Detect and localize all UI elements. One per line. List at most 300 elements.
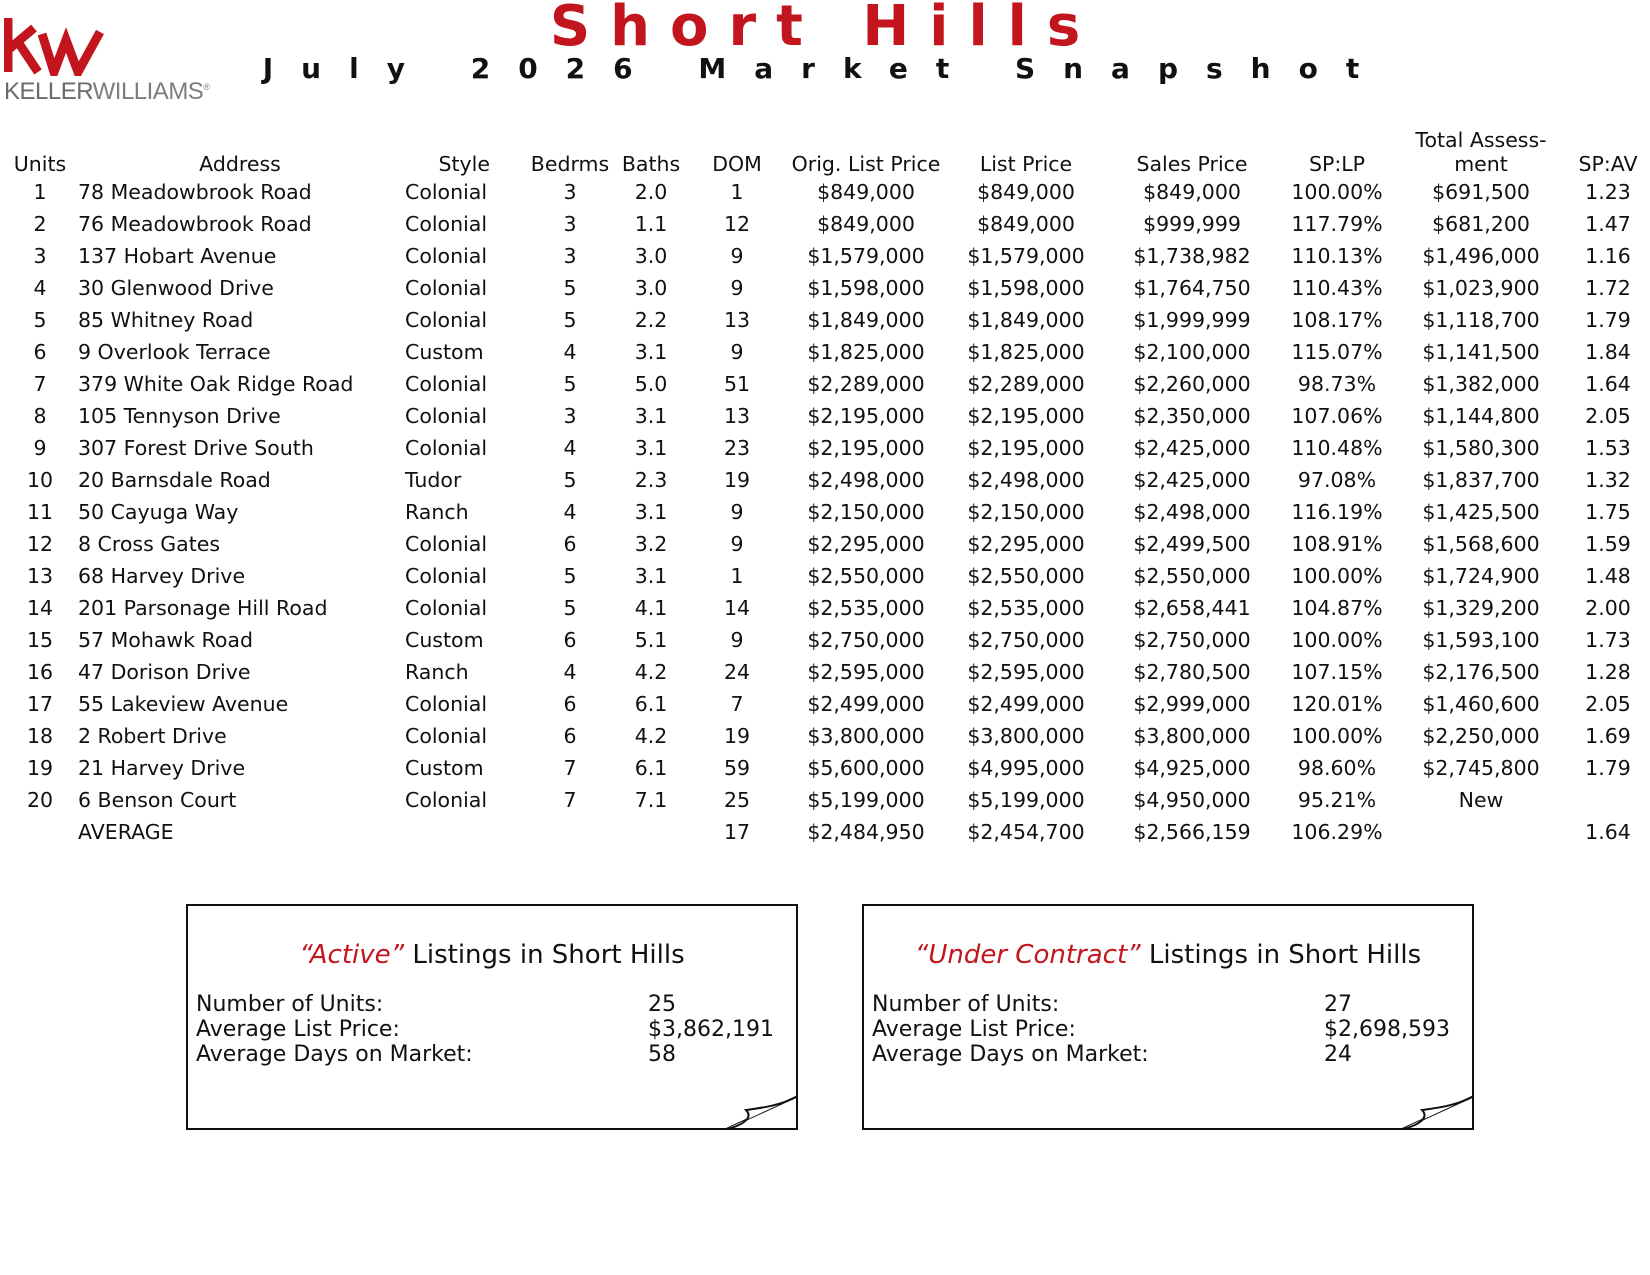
contract-price-label: Average List Price: xyxy=(872,1017,1076,1042)
cell-units: 15 xyxy=(26,628,54,652)
cell-orig-list-price: $2,750,000 xyxy=(807,628,925,652)
cell-units: 5 xyxy=(33,308,47,332)
cell-sales-price: $1,764,750 xyxy=(1133,276,1251,300)
header-list-price: List Price xyxy=(979,152,1073,176)
cell-sp-lp: 120.01% xyxy=(1291,692,1383,716)
cell-style: Colonial xyxy=(405,564,488,588)
active-box-title: “Active” Listings in Short Hills xyxy=(299,940,685,970)
cell-dom: 12 xyxy=(723,212,751,236)
cell-total-assessment: $1,329,200 xyxy=(1422,596,1540,620)
logo-wordmark: KELLERWILLIAMS® xyxy=(4,78,210,105)
contract-dom-label: Average Days on Market: xyxy=(872,1042,1149,1067)
cell-orig-list-price: $2,535,000 xyxy=(807,596,925,620)
cell-dom: 24 xyxy=(723,660,751,684)
cell-address: 85 Whitney Road xyxy=(78,308,254,332)
cell-sales-price: $2,100,000 xyxy=(1133,340,1251,364)
cell-dom: 19 xyxy=(723,468,751,492)
cell-orig-list-price: $2,498,000 xyxy=(807,468,925,492)
cell-units: 17 xyxy=(26,692,54,716)
cell-sales-price: $999,999 xyxy=(1143,212,1241,236)
table-row xyxy=(0,688,1650,720)
cell-sp-av: 1.59 xyxy=(1585,532,1631,556)
table-row xyxy=(0,720,1650,752)
header-orig-list-price: Orig. List Price xyxy=(791,152,941,176)
cell-total-assessment: $691,500 xyxy=(1432,180,1530,204)
cell-baths: 6.1 xyxy=(634,756,668,780)
cell-units: 20 xyxy=(26,788,54,812)
table-header-row xyxy=(0,124,1650,176)
cell-total-assessment: $1,382,000 xyxy=(1422,372,1540,396)
cell-sp-lp: 95.21% xyxy=(1297,788,1377,812)
cell-sp-lp: 100.00% xyxy=(1291,564,1383,588)
header-style: Style xyxy=(438,152,490,176)
cell-dom: 9 xyxy=(730,500,744,524)
cell-dom: 13 xyxy=(723,404,751,428)
cell-bedrooms: 6 xyxy=(563,724,577,748)
cell-sales-price: $1,999,999 xyxy=(1133,308,1251,332)
table-row xyxy=(0,528,1650,560)
cell-address: 379 White Oak Ridge Road xyxy=(78,372,354,396)
cell-total-assessment: $1,118,700 xyxy=(1422,308,1540,332)
cell-sp-av: 1.32 xyxy=(1585,468,1631,492)
cell-list-price: $2,498,000 xyxy=(967,468,1085,492)
cell-bedrooms: 6 xyxy=(563,692,577,716)
page-curl-icon xyxy=(718,1096,798,1130)
cell-dom: 17 xyxy=(723,820,751,844)
cell-style: Colonial xyxy=(405,244,488,268)
cell-baths: 3.1 xyxy=(634,404,668,428)
cell-sp-lp: 104.87% xyxy=(1291,596,1383,620)
cell-orig-list-price: $2,289,000 xyxy=(807,372,925,396)
cell-bedrooms: 3 xyxy=(563,244,577,268)
cell-list-price: $1,849,000 xyxy=(967,308,1085,332)
cell-sp-av: 1.72 xyxy=(1585,276,1631,300)
cell-list-price: $2,535,000 xyxy=(967,596,1085,620)
header-sales-price: Sales Price xyxy=(1136,152,1248,176)
cell-baths: 3.1 xyxy=(634,340,668,364)
cell-baths: 2.3 xyxy=(634,468,668,492)
cell-total-assessment: $1,568,600 xyxy=(1422,532,1540,556)
cell-list-price: $2,295,000 xyxy=(967,532,1085,556)
cell-style: Colonial xyxy=(405,404,488,428)
cell-sp-lp: 117.79% xyxy=(1291,212,1383,236)
cell-units: 16 xyxy=(26,660,54,684)
cell-address: 47 Dorison Drive xyxy=(78,660,251,684)
cell-style: Colonial xyxy=(405,532,488,556)
cell-bedrooms: 4 xyxy=(563,660,577,684)
cell-address: 20 Barnsdale Road xyxy=(78,468,271,492)
cell-address: 137 Hobart Avenue xyxy=(78,244,277,268)
table-row xyxy=(0,464,1650,496)
cell-dom: 25 xyxy=(723,788,751,812)
cell-orig-list-price: $1,849,000 xyxy=(807,308,925,332)
contract-units-value: 27 xyxy=(1324,992,1352,1017)
active-price-label: Average List Price: xyxy=(196,1017,400,1042)
cell-list-price: $3,800,000 xyxy=(967,724,1085,748)
cell-orig-list-price: $2,595,000 xyxy=(807,660,925,684)
table-row xyxy=(0,432,1650,464)
cell-address: AVERAGE xyxy=(78,820,174,844)
cell-dom: 9 xyxy=(730,532,744,556)
cell-sp-av: 1.23 xyxy=(1585,180,1631,204)
cell-style: Colonial xyxy=(405,276,488,300)
cell-style: Colonial xyxy=(405,692,488,716)
cell-sales-price: $1,738,982 xyxy=(1133,244,1251,268)
cell-style: Colonial xyxy=(405,788,488,812)
table-row xyxy=(0,176,1650,208)
cell-bedrooms: 5 xyxy=(563,308,577,332)
cell-baths: 7.1 xyxy=(634,788,668,812)
cell-style: Colonial xyxy=(405,724,488,748)
cell-list-price: $1,825,000 xyxy=(967,340,1085,364)
cell-orig-list-price: $849,000 xyxy=(817,180,915,204)
cell-baths: 3.1 xyxy=(634,564,668,588)
cell-dom: 9 xyxy=(730,244,744,268)
cell-total-assessment: $1,425,500 xyxy=(1422,500,1540,524)
cell-bedrooms: 5 xyxy=(563,564,577,588)
header-units: Units xyxy=(13,152,67,176)
cell-units: 6 xyxy=(33,340,47,364)
cell-sp-lp: 98.60% xyxy=(1297,756,1377,780)
page-title: Short Hills xyxy=(549,0,1101,59)
table-row xyxy=(0,560,1650,592)
cell-baths: 2.0 xyxy=(634,180,668,204)
header-sp-lp: SP:LP xyxy=(1308,152,1366,176)
cell-list-price: $2,150,000 xyxy=(967,500,1085,524)
table-row xyxy=(0,336,1650,368)
active-price-value: $3,862,191 xyxy=(648,1017,774,1042)
header-bedrooms: Bedrms xyxy=(530,152,610,176)
contract-units-label: Number of Units: xyxy=(872,992,1060,1017)
cell-total-assessment: $2,745,800 xyxy=(1422,756,1540,780)
cell-sp-lp: 100.00% xyxy=(1291,724,1383,748)
table-row xyxy=(0,784,1650,816)
cell-baths: 3.0 xyxy=(634,276,668,300)
cell-sales-price: $2,658,441 xyxy=(1133,596,1251,620)
cell-total-assessment: $681,200 xyxy=(1432,212,1530,236)
cell-list-price: $2,550,000 xyxy=(967,564,1085,588)
cell-bedrooms: 6 xyxy=(563,532,577,556)
cell-sp-lp: 97.08% xyxy=(1297,468,1377,492)
active-listings-box xyxy=(186,904,798,1130)
header-total-assessment: Total Assess-ment xyxy=(1415,128,1547,176)
cell-baths: 4.2 xyxy=(634,724,668,748)
cell-sp-lp: 110.48% xyxy=(1291,436,1383,460)
cell-baths: 1.1 xyxy=(634,212,668,236)
cell-baths: 3.1 xyxy=(634,500,668,524)
cell-sp-lp: 107.15% xyxy=(1291,660,1383,684)
cell-sales-price: $2,425,000 xyxy=(1133,468,1251,492)
cell-orig-list-price: $1,579,000 xyxy=(807,244,925,268)
cell-units: 18 xyxy=(26,724,54,748)
cell-units: 14 xyxy=(26,596,54,620)
cell-total-assessment: $1,837,700 xyxy=(1422,468,1540,492)
under-contract-box xyxy=(862,904,1474,1130)
cell-sales-price: $2,750,000 xyxy=(1133,628,1251,652)
cell-baths: 3.0 xyxy=(634,244,668,268)
table-row xyxy=(0,368,1650,400)
cell-dom: 9 xyxy=(730,340,744,364)
cell-style: Ranch xyxy=(405,500,469,524)
cell-baths: 5.0 xyxy=(634,372,668,396)
cell-address: 6 Benson Court xyxy=(78,788,237,812)
cell-units: 19 xyxy=(26,756,54,780)
table-row xyxy=(0,592,1650,624)
header-sp-av: SP:AV xyxy=(1578,152,1638,176)
cell-bedrooms: 5 xyxy=(563,372,577,396)
cell-sp-av: 1.69 xyxy=(1585,724,1631,748)
cell-sales-price: $2,498,000 xyxy=(1133,500,1251,524)
cell-bedrooms: 4 xyxy=(563,500,577,524)
cell-dom: 1 xyxy=(730,564,744,588)
cell-orig-list-price: $1,598,000 xyxy=(807,276,925,300)
cell-orig-list-price: $2,295,000 xyxy=(807,532,925,556)
cell-address: 201 Parsonage Hill Road xyxy=(78,596,328,620)
cell-total-assessment: $1,593,100 xyxy=(1422,628,1540,652)
cell-total-assessment: $1,141,500 xyxy=(1422,340,1540,364)
cell-units: 13 xyxy=(26,564,54,588)
cell-list-price: $2,750,000 xyxy=(967,628,1085,652)
table-row xyxy=(0,656,1650,688)
cell-sales-price: $2,566,159 xyxy=(1133,820,1251,844)
cell-bedrooms: 7 xyxy=(563,756,577,780)
cell-sp-lp: 110.43% xyxy=(1291,276,1383,300)
cell-total-assessment: $1,460,600 xyxy=(1422,692,1540,716)
cell-address: 307 Forest Drive South xyxy=(78,436,314,460)
cell-dom: 14 xyxy=(723,596,751,620)
cell-sp-lp: 108.91% xyxy=(1291,532,1383,556)
cell-sp-lp: 100.00% xyxy=(1291,628,1383,652)
cell-sp-lp: 100.00% xyxy=(1291,180,1383,204)
cell-list-price: $849,000 xyxy=(977,212,1075,236)
cell-sp-av: 2.05 xyxy=(1585,692,1631,716)
cell-sales-price: $2,350,000 xyxy=(1133,404,1251,428)
cell-orig-list-price: $3,800,000 xyxy=(807,724,925,748)
page-curl-icon xyxy=(1394,1096,1474,1130)
cell-bedrooms: 4 xyxy=(563,340,577,364)
cell-total-assessment: $1,580,300 xyxy=(1422,436,1540,460)
cell-sp-av: 2.00 xyxy=(1585,596,1631,620)
cell-style: Colonial xyxy=(405,436,488,460)
cell-bedrooms: 5 xyxy=(563,468,577,492)
page-subtitle: July 2026 Market Snapshot xyxy=(262,52,1388,85)
cell-style: Colonial xyxy=(405,372,488,396)
table-row xyxy=(0,400,1650,432)
cell-baths: 4.2 xyxy=(634,660,668,684)
table-row xyxy=(0,272,1650,304)
cell-total-assessment: $1,144,800 xyxy=(1422,404,1540,428)
cell-bedrooms: 3 xyxy=(563,404,577,428)
header-address: Address xyxy=(199,152,281,176)
table-row xyxy=(0,240,1650,272)
cell-bedrooms: 3 xyxy=(563,180,577,204)
cell-sp-lp: 106.29% xyxy=(1291,820,1383,844)
cell-style: Custom xyxy=(405,628,484,652)
cell-sales-price: $849,000 xyxy=(1143,180,1241,204)
cell-bedrooms: 6 xyxy=(563,628,577,652)
header-dom: DOM xyxy=(712,152,762,176)
cell-list-price: $2,499,000 xyxy=(967,692,1085,716)
cell-sales-price: $2,999,000 xyxy=(1133,692,1251,716)
cell-bedrooms: 5 xyxy=(563,596,577,620)
cell-address: 57 Mohawk Road xyxy=(78,628,253,652)
cell-units: 8 xyxy=(33,404,47,428)
cell-dom: 1 xyxy=(730,180,744,204)
cell-baths: 3.2 xyxy=(634,532,668,556)
cell-address: 8 Cross Gates xyxy=(78,532,221,556)
cell-style: Colonial xyxy=(405,212,488,236)
cell-total-assessment: $2,250,000 xyxy=(1422,724,1540,748)
cell-address: 105 Tennyson Drive xyxy=(78,404,281,428)
cell-list-price: $2,454,700 xyxy=(967,820,1085,844)
cell-orig-list-price: $2,195,000 xyxy=(807,404,925,428)
cell-list-price: $2,595,000 xyxy=(967,660,1085,684)
cell-sales-price: $2,425,000 xyxy=(1133,436,1251,460)
contract-price-value: $2,698,593 xyxy=(1324,1017,1450,1042)
cell-total-assessment: $1,023,900 xyxy=(1422,276,1540,300)
cell-sp-lp: 108.17% xyxy=(1291,308,1383,332)
cell-bedrooms: 5 xyxy=(563,276,577,300)
cell-sp-av: 1.47 xyxy=(1585,212,1631,236)
cell-dom: 19 xyxy=(723,724,751,748)
cell-address: 2 Robert Drive xyxy=(78,724,227,748)
cell-list-price: $2,289,000 xyxy=(967,372,1085,396)
table-row xyxy=(0,752,1650,784)
cell-units: 3 xyxy=(33,244,47,268)
cell-sales-price: $3,800,000 xyxy=(1133,724,1251,748)
cell-style: Tudor xyxy=(405,468,462,492)
table-row xyxy=(0,624,1650,656)
cell-sp-av: 1.53 xyxy=(1585,436,1631,460)
cell-dom: 9 xyxy=(730,628,744,652)
cell-list-price: $2,195,000 xyxy=(967,436,1085,460)
cell-list-price: $4,995,000 xyxy=(967,756,1085,780)
cell-units: 10 xyxy=(26,468,54,492)
cell-total-assessment: $2,176,500 xyxy=(1422,660,1540,684)
active-units-value: 25 xyxy=(648,992,676,1017)
cell-list-price: $5,199,000 xyxy=(967,788,1085,812)
cell-address: 76 Meadowbrook Road xyxy=(78,212,312,236)
cell-list-price: $849,000 xyxy=(977,180,1075,204)
cell-orig-list-price: $5,600,000 xyxy=(807,756,925,780)
cell-sales-price: $4,950,000 xyxy=(1133,788,1251,812)
cell-list-price: $2,195,000 xyxy=(967,404,1085,428)
active-dom-label: Average Days on Market: xyxy=(196,1042,473,1067)
contract-dom-value: 24 xyxy=(1324,1042,1352,1067)
cell-units: 9 xyxy=(33,436,47,460)
cell-units: 12 xyxy=(26,532,54,556)
cell-units: 7 xyxy=(33,372,47,396)
cell-sp-lp: 107.06% xyxy=(1291,404,1383,428)
cell-style: Colonial xyxy=(405,180,488,204)
cell-baths: 2.2 xyxy=(634,308,668,332)
cell-sp-lp: 115.07% xyxy=(1291,340,1383,364)
active-dom-value: 58 xyxy=(648,1042,676,1067)
cell-list-price: $1,598,000 xyxy=(967,276,1085,300)
cell-sp-av: 1.16 xyxy=(1585,244,1631,268)
cell-sales-price: $4,925,000 xyxy=(1133,756,1251,780)
contract-box-title: “Under Contract” Listings in Short Hills xyxy=(914,940,1422,970)
cell-sp-av: 1.79 xyxy=(1585,308,1631,332)
cell-style: Colonial xyxy=(405,596,488,620)
cell-sp-lp: 110.13% xyxy=(1291,244,1383,268)
table-row xyxy=(0,208,1650,240)
sales-table xyxy=(0,124,1650,848)
cell-bedrooms: 7 xyxy=(563,788,577,812)
cell-baths: 3.1 xyxy=(634,436,668,460)
cell-sp-av: 1.73 xyxy=(1585,628,1631,652)
cell-address: 21 Harvey Drive xyxy=(78,756,246,780)
cell-baths: 6.1 xyxy=(634,692,668,716)
cell-total-assessment: $1,724,900 xyxy=(1422,564,1540,588)
header-baths: Baths xyxy=(621,152,681,176)
cell-address: 9 Overlook Terrace xyxy=(78,340,271,364)
cell-dom: 7 xyxy=(730,692,744,716)
cell-bedrooms: 4 xyxy=(563,436,577,460)
cell-address: 78 Meadowbrook Road xyxy=(78,180,312,204)
cell-orig-list-price: $2,150,000 xyxy=(807,500,925,524)
cell-sp-lp: 98.73% xyxy=(1297,372,1377,396)
cell-total-assessment: $1,496,000 xyxy=(1422,244,1540,268)
cell-orig-list-price: $5,199,000 xyxy=(807,788,925,812)
cell-style: Custom xyxy=(405,756,484,780)
cell-list-price: $1,579,000 xyxy=(967,244,1085,268)
cell-sp-av: 1.48 xyxy=(1585,564,1631,588)
cell-address: 30 Glenwood Drive xyxy=(78,276,274,300)
cell-sales-price: $2,550,000 xyxy=(1133,564,1251,588)
cell-units: 4 xyxy=(33,276,47,300)
average-row xyxy=(0,816,1650,848)
active-units-label: Number of Units: xyxy=(196,992,384,1017)
cell-baths: 4.1 xyxy=(634,596,668,620)
cell-sp-av: 2.05 xyxy=(1585,404,1631,428)
cell-total-assessment: New xyxy=(1458,788,1504,812)
cell-sp-av: 1.64 xyxy=(1585,372,1631,396)
cell-address: 55 Lakeview Avenue xyxy=(78,692,289,716)
cell-units: 2 xyxy=(33,212,47,236)
cell-units: 1 xyxy=(33,180,47,204)
cell-dom: 13 xyxy=(723,308,751,332)
cell-style: Ranch xyxy=(405,660,469,684)
cell-style: Colonial xyxy=(405,308,488,332)
cell-sp-av: 1.79 xyxy=(1585,756,1631,780)
cell-sales-price: $2,780,500 xyxy=(1133,660,1251,684)
cell-orig-list-price: $2,550,000 xyxy=(807,564,925,588)
cell-sales-price: $2,499,500 xyxy=(1133,532,1251,556)
cell-baths: 5.1 xyxy=(634,628,668,652)
cell-address: 68 Harvey Drive xyxy=(78,564,246,588)
cell-style: Custom xyxy=(405,340,484,364)
cell-orig-list-price: $1,825,000 xyxy=(807,340,925,364)
cell-units: 11 xyxy=(26,500,54,524)
cell-sp-av: 1.75 xyxy=(1585,500,1631,524)
cell-address: 50 Cayuga Way xyxy=(78,500,239,524)
cell-sp-av: 1.28 xyxy=(1585,660,1631,684)
cell-orig-list-price: $2,195,000 xyxy=(807,436,925,460)
cell-bedrooms: 3 xyxy=(563,212,577,236)
cell-orig-list-price: $2,499,000 xyxy=(807,692,925,716)
cell-sp-lp: 116.19% xyxy=(1291,500,1383,524)
cell-dom: 59 xyxy=(723,756,751,780)
cell-sp-av: 1.64 xyxy=(1585,820,1631,844)
cell-orig-list-price: $2,484,950 xyxy=(807,820,925,844)
cell-sales-price: $2,260,000 xyxy=(1133,372,1251,396)
cell-dom: 9 xyxy=(730,276,744,300)
table-row xyxy=(0,304,1650,336)
cell-dom: 51 xyxy=(723,372,751,396)
table-row xyxy=(0,496,1650,528)
cell-dom: 23 xyxy=(723,436,751,460)
